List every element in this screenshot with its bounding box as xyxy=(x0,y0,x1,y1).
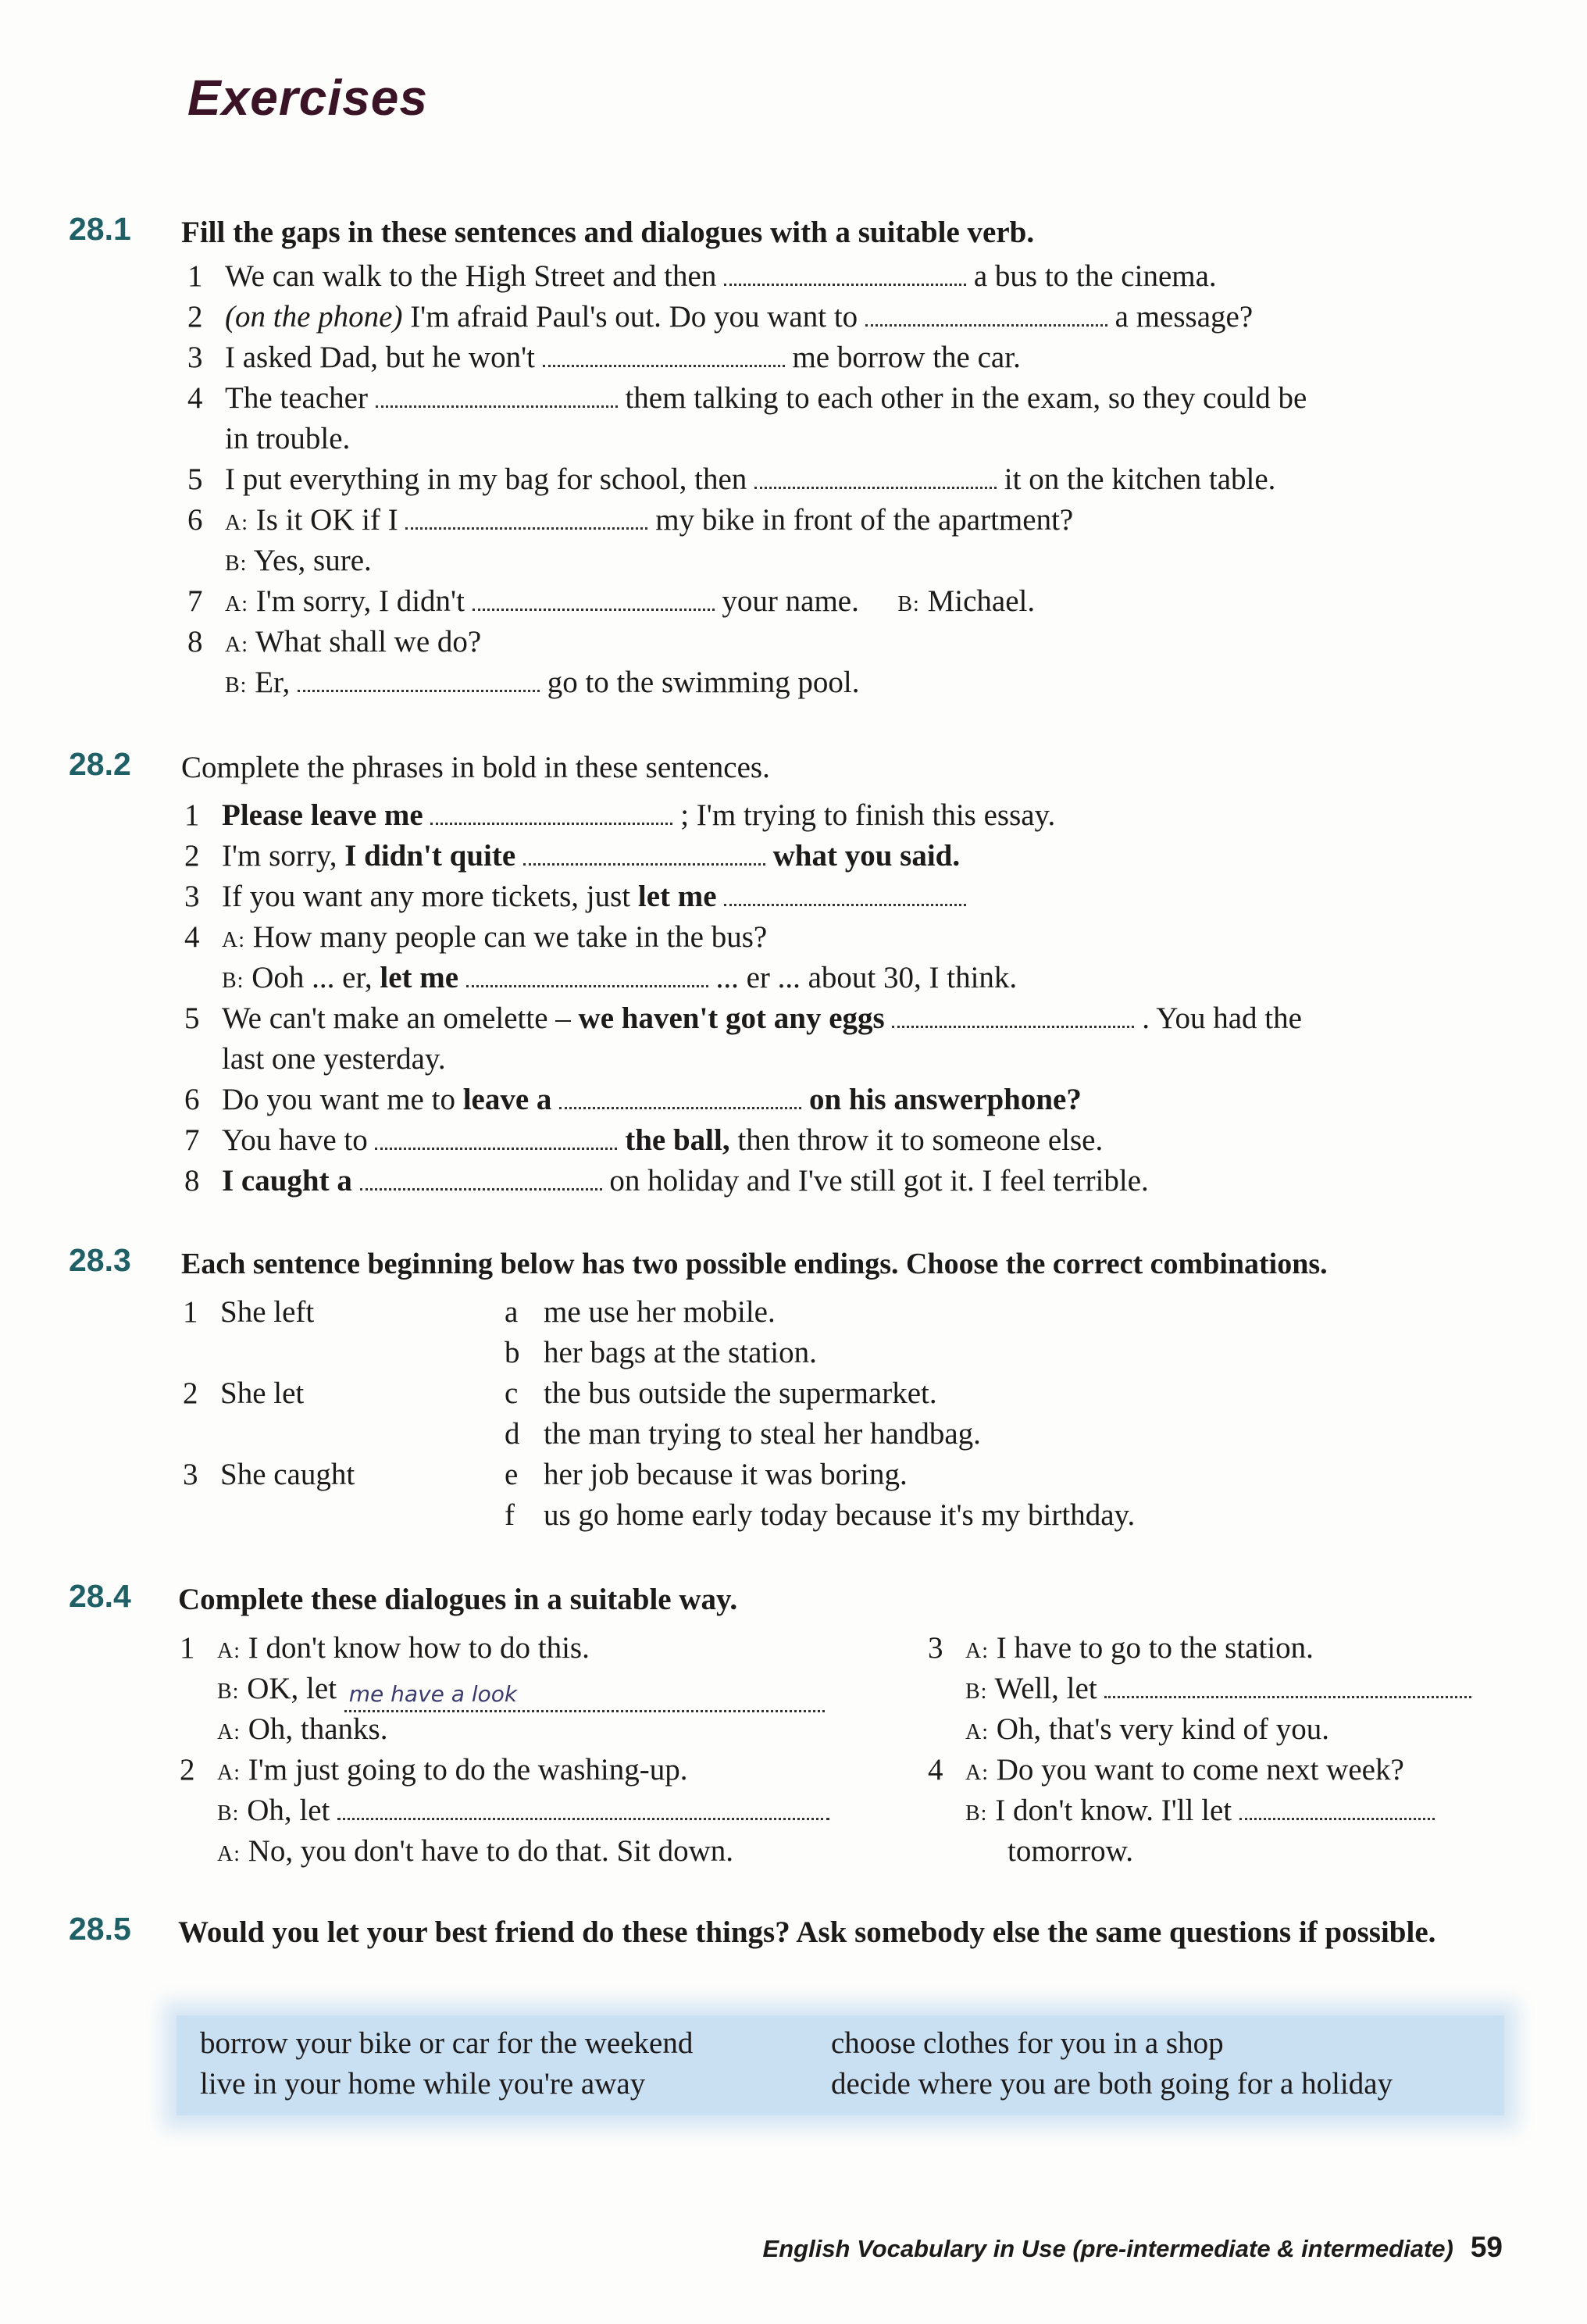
beginning-2: 2 She let xyxy=(183,1376,305,1410)
ending-e: e her job because it was boring. xyxy=(505,1458,908,1491)
answer-gap[interactable] xyxy=(1239,1810,1435,1820)
answer-gap[interactable] xyxy=(523,855,765,866)
dialogue-4-b: B: I don't know. I'll let xyxy=(965,1790,1435,1834)
handwritten-answer: me have a look xyxy=(348,1681,518,1707)
answer-gap[interactable] xyxy=(724,896,966,906)
dialogue-8: 8 A: What shall we do? xyxy=(187,625,482,659)
answer-gap[interactable] xyxy=(405,519,647,530)
phrase-2: choose clothes for you in a shop xyxy=(831,2026,1224,2060)
sentence-3: 3 I asked Dad, but he won't me borrow the car. xyxy=(187,341,1021,374)
dialogue-3-a: 3 A: I have to go to the station. xyxy=(928,1631,1314,1665)
dialogue-1-a2: A: Oh, thanks. xyxy=(217,1712,388,1746)
answer-gap[interactable] xyxy=(754,479,997,489)
ending-f: f us go home early today because it's my birthday. xyxy=(505,1498,1136,1532)
answer-gap[interactable] xyxy=(543,357,785,367)
exercise-instruction: Would you let your best friend do these things? Ask somebody else the same questions if possible. xyxy=(178,1915,1436,1949)
answer-gap[interactable] xyxy=(360,1180,602,1191)
dialogue-4-reply: B: Ooh ... er, let me ... er ... about 30, I think. xyxy=(222,961,1018,994)
sentence-4: 4 The teacher them talking to each other in the exam, so they could be xyxy=(187,381,1307,415)
dialogue-3-b: B: Well, let xyxy=(965,1669,1471,1712)
dialogue-1-a: 1 A: I don't know how to do this. xyxy=(180,1631,590,1665)
dialogue-4-a: 4 A: Do you want to come next week? xyxy=(928,1753,1404,1787)
dialogue-3-a2: A: Oh, that's very kind of you. xyxy=(965,1712,1329,1746)
dialogue-4-b2: tomorrow. xyxy=(1007,1834,1134,1868)
exercise-number: 28.2 xyxy=(69,746,131,782)
exercise-instruction: Complete the phrases in bold in these sentences. xyxy=(181,751,770,784)
sentence-5: 5 We can't make an omelette – we haven't got any eggs . You had the xyxy=(184,1001,1302,1035)
answer-gap[interactable] xyxy=(298,682,540,692)
sentence-5: 5 I put everything in my bag for school, then it on the kitchen table. xyxy=(187,462,1276,496)
answer-gap[interactable] xyxy=(559,1099,801,1109)
phrase-4: decide where you are both going for a holiday xyxy=(831,2067,1393,2101)
sentence-5-continued: last one yesterday. xyxy=(222,1042,446,1076)
phrase-3: live in your home while you're away xyxy=(200,2067,646,2101)
dialogue-2-a2: A: No, you don't have to do that. Sit down. xyxy=(217,1834,733,1868)
ending-d: d the man trying to steal her handbag. xyxy=(505,1417,981,1451)
exercise-number: 28.3 xyxy=(69,1242,131,1278)
sentence-2: 2 (on the phone) I'm afraid Paul's out. Do you want to a message? xyxy=(187,300,1254,334)
answer-gap[interactable] xyxy=(376,398,618,408)
answer-gap[interactable] xyxy=(337,1810,829,1820)
dialogue-2-b: B: Oh, let xyxy=(217,1790,829,1834)
dialogue-2-a: 2 A: I'm just going to do the washing-up. xyxy=(180,1753,688,1787)
exercise-number: 28.5 xyxy=(69,1911,131,1947)
ending-b: b her bags at the station. xyxy=(505,1336,817,1369)
sentence-1: 1 Please leave me ; I'm trying to finish this essay. xyxy=(184,798,1056,832)
exercise-instruction: Complete these dialogues in a suitable way. xyxy=(178,1583,738,1616)
beginning-1: 1 She left xyxy=(183,1295,315,1329)
sentence-8: 8 I caught a on holiday and I've still got it. I feel terrible. xyxy=(184,1164,1149,1198)
dialogue-8-reply: B: Er, go to the swimming pool. xyxy=(225,666,860,699)
answer-gap[interactable] xyxy=(466,977,708,987)
dialogue-1-b: B: OK, let me have a look xyxy=(217,1669,825,1712)
book-title: English Vocabulary in Use (pre-intermediate & intermediate) xyxy=(762,2235,1453,2262)
beginning-3: 3 She caught xyxy=(183,1458,355,1491)
dialogue-6: 6 A: Is it OK if I my bike in front of the apartment? xyxy=(187,503,1074,537)
phrase-1: borrow your bike or car for the weekend xyxy=(200,2026,694,2060)
sentence-6: 6 Do you want me to leave a on his answerphone? xyxy=(184,1083,1082,1116)
sentence-1: 1 We can walk to the High Street and then a bus to the cinema. xyxy=(187,259,1217,293)
answer-gap[interactable] xyxy=(724,276,966,286)
exercise-number: 28.4 xyxy=(69,1578,131,1614)
page-title: Exercises xyxy=(187,70,428,126)
exercise-instruction: Each sentence beginning below has two possible endings. Choose the correct combinations. xyxy=(181,1248,1328,1280)
page-number: 59 xyxy=(1470,2231,1503,2263)
answer-gap[interactable] xyxy=(473,601,715,611)
exercise-number: 28.1 xyxy=(69,211,131,247)
ending-c: c the bus outside the supermarket. xyxy=(505,1376,937,1410)
dialogue-7: 7 A: I'm sorry, I didn't your name. B: Michael. xyxy=(187,584,1036,618)
sentence-3: 3 If you want any more tickets, just let me xyxy=(222,876,966,917)
answer-gap[interactable] xyxy=(1104,1688,1471,1698)
answer-gap[interactable] xyxy=(865,316,1107,327)
exercise-instruction: Fill the gaps in these sentences and dialogues with a suitable verb. xyxy=(181,216,1035,249)
answer-gap[interactable] xyxy=(430,815,672,825)
sentence-7: 7 You have to the ball, then throw it to someone else. xyxy=(184,1123,1104,1157)
answer-gap[interactable] xyxy=(375,1140,617,1150)
ending-a: a me use her mobile. xyxy=(505,1295,776,1329)
dialogue-6-reply: B: Yes, sure. xyxy=(225,544,372,577)
page-footer xyxy=(763,2231,1503,2264)
sentence-2: 2 I'm sorry, I didn't quite what you said. xyxy=(184,839,961,873)
dialogue-4: 4 A: How many people can we take in the bus? xyxy=(184,920,768,954)
answer-gap[interactable] xyxy=(892,1018,1134,1028)
answer-gap[interactable] xyxy=(344,1676,825,1712)
sentence-4-continued: in trouble. xyxy=(225,422,351,455)
